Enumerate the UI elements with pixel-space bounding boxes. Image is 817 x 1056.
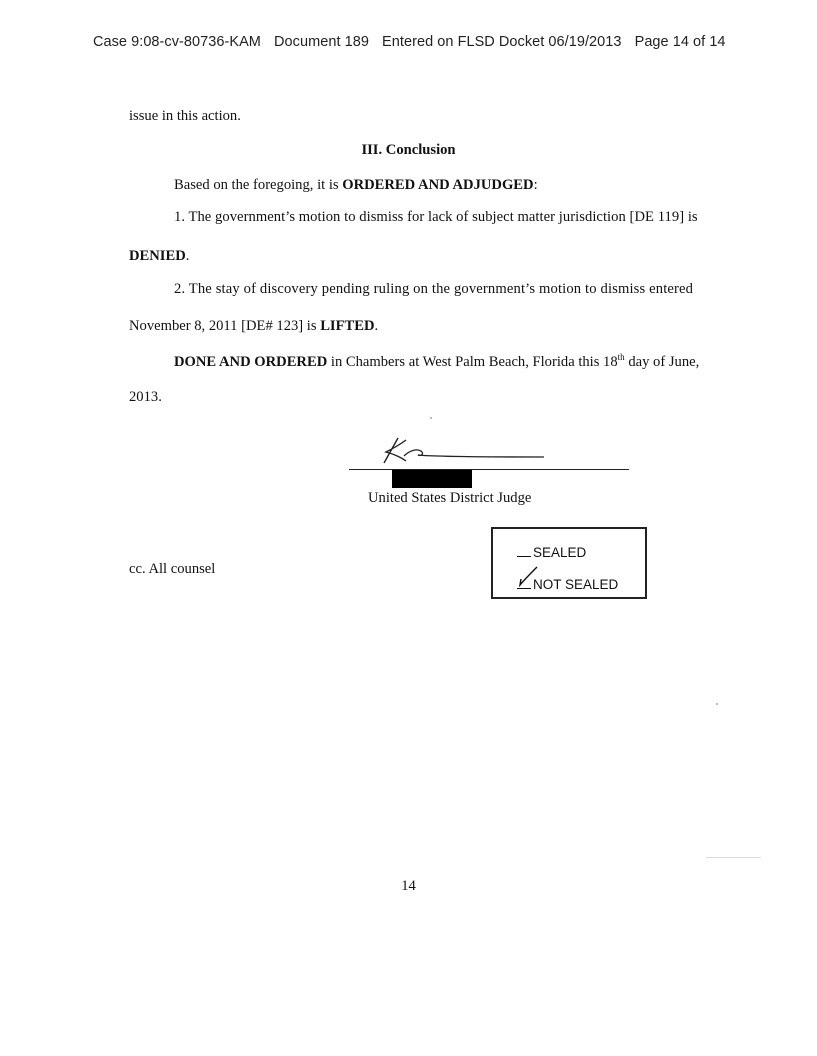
order-year: 2013. — [129, 389, 162, 405]
seal-status-box — [491, 527, 647, 599]
order-item-2-cont — [129, 318, 378, 335]
done-bold: DONE AND ORDERED — [174, 354, 328, 370]
order-item-2: 2. The stay of discovery pending ruling on the government’s motion to dismiss entered — [174, 281, 694, 297]
document-number: Document 189 — [274, 34, 369, 50]
scan-speck — [430, 417, 432, 419]
paragraph-continuation: issue in this action. — [129, 108, 241, 124]
page-number: 14 — [401, 878, 416, 894]
sealed-blank — [517, 556, 531, 557]
denied-period: . — [185, 248, 190, 264]
order-intro-colon: : — [533, 177, 538, 193]
order-item-1-result — [129, 248, 189, 265]
not-sealed-option — [517, 577, 618, 592]
done-superscript: th — [617, 352, 625, 363]
order-intro-bold: ORDERED AND ADJUDGED — [342, 177, 534, 193]
sealed-label: SEALED — [533, 545, 587, 560]
denied-text: DENIED — [129, 248, 186, 264]
done-end: day of June, — [624, 354, 700, 370]
cc-line: cc. All counsel — [129, 561, 216, 577]
done-and-ordered — [174, 354, 699, 371]
redaction-block — [392, 470, 472, 488]
section-heading: III. Conclusion — [361, 142, 456, 158]
lifted-text: LIFTED — [320, 318, 375, 334]
order-item-1: 1. The government’s motion to dismiss for lack of subject matter jurisdiction [DE 119] is — [174, 209, 698, 225]
judge-title: United States District Judge — [368, 490, 532, 506]
order-item-2-date: November 8, 2011 [DE# 123] is — [129, 318, 321, 334]
not-sealed-label: NOT SEALED — [533, 577, 619, 592]
not-sealed-blank — [517, 588, 531, 589]
order-intro — [174, 177, 538, 194]
lifted-period: . — [374, 318, 379, 334]
sealed-option — [517, 545, 586, 560]
scan-speck — [716, 703, 718, 705]
signature-line — [349, 469, 629, 470]
case-number: Case 9:08-cv-80736-KAM — [93, 34, 261, 50]
scan-speck — [706, 857, 761, 858]
judge-signature — [376, 436, 556, 466]
docket-entry-date: Entered on FLSD Docket 06/19/2013 — [382, 34, 622, 50]
done-text: in Chambers at West Palm Beach, Florida this 18 — [327, 354, 618, 370]
docket-header — [93, 34, 735, 50]
page-indicator: Page 14 of 14 — [634, 34, 726, 50]
order-intro-text: Based on the foregoing, it is — [174, 177, 343, 193]
